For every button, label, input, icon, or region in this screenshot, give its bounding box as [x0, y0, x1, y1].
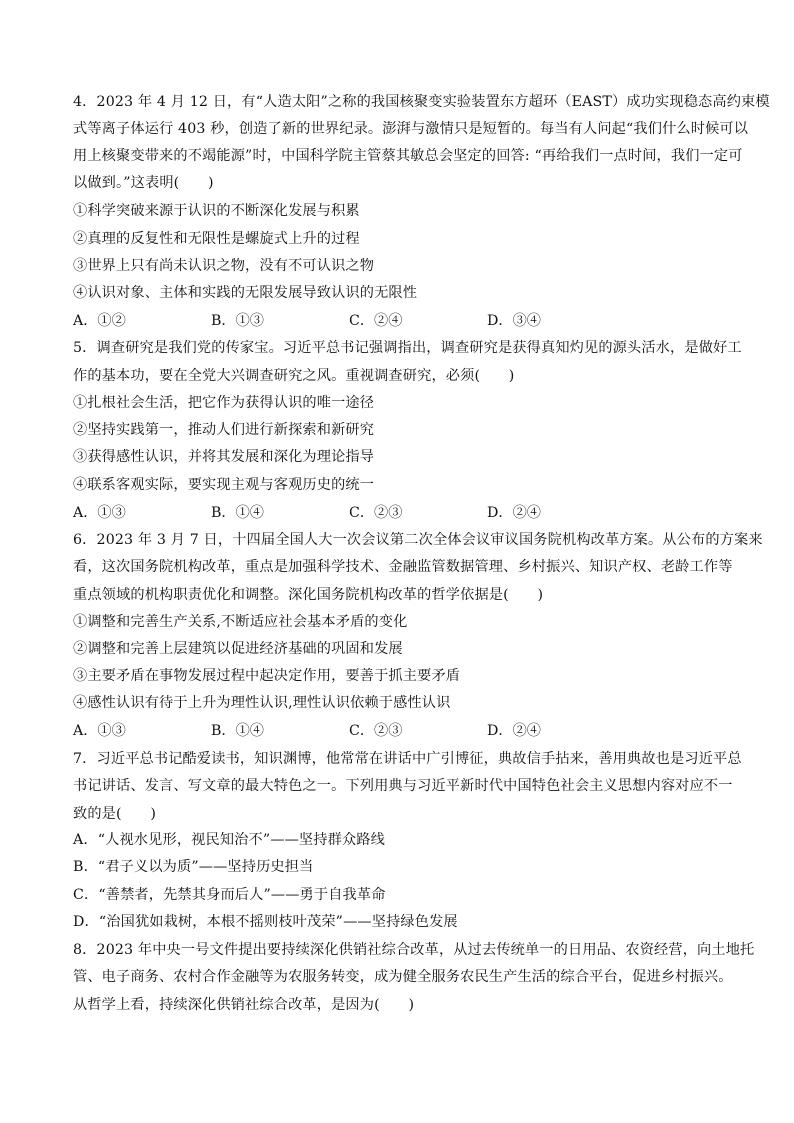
- option-b[interactable]: B．①③: [211, 313, 264, 329]
- statement: ①扎根社会生活，把它作为获得认识的唯一途径: [73, 395, 375, 411]
- option-a[interactable]: A．①③: [73, 723, 126, 739]
- statement: ④感性认识有待于上升为理性认识,理性认识依赖于感性认识: [73, 695, 451, 711]
- statement: ④联系客观实际，要实现主观与客观历史的统一: [73, 477, 375, 493]
- question-7-line-3: 致的是( ): [73, 806, 157, 822]
- option-d[interactable]: D．②④: [487, 505, 541, 521]
- question-4-line-2: 式等离子体运行 403 秒，创造了新的世界纪录。澎湃与激情只是短暂的。每当有人问起“我们什么时候可以: [73, 121, 749, 137]
- statement: ③主要矛盾在事物发展过程中起决定作用，要善于抓主要矛盾: [73, 668, 461, 684]
- choice-d[interactable]: D．“治国犹如栽树，本根不摇则枝叶茂荣”——坚持绿色发展: [73, 914, 458, 930]
- statement: ①科学突破来源于认识的不断深化发展与积累: [73, 203, 360, 219]
- question-8-line-3: 从哲学上看，持续深化供销社综合改革，是因为( ): [73, 997, 415, 1013]
- statement: ①调整和完善生产关系,不断适应社会基本矛盾的变化: [73, 614, 408, 630]
- question-6-line-2: 看，这次国务院机构改革，重点是加强科学技术、金融监管数据管理、乡村振兴、知识产权、老龄工作等: [73, 559, 733, 575]
- option-b[interactable]: B．①④: [211, 505, 264, 521]
- statement: ②调整和完善上层建筑以促进经济基础的巩固和发展: [73, 641, 403, 657]
- question-7-line-1: 7．习近平总书记酷爱读书，知识渊博，他常常在讲话中广引博征，典故信手拈来，善用典故也是习近平总: [73, 751, 742, 767]
- question-4-line-4: 以做到。”这表明( ): [73, 175, 214, 191]
- choice-c[interactable]: C．“善禁者，先禁其身而后人”——勇于自我革命: [73, 887, 386, 903]
- statement: ②真理的反复性和无限性是螺旋式上升的过程: [73, 231, 360, 247]
- answer-options: [73, 721, 723, 741]
- statement: ③获得感性认识，并将其发展和深化为理论指导: [73, 449, 375, 465]
- answer-options: [73, 311, 723, 331]
- option-d[interactable]: D．③④: [487, 313, 541, 329]
- question-7-line-2: 书记讲话、发言、写文章的最大特色之一。下列用典与习近平新时代中国特色社会主义思想内容对应不一: [73, 778, 733, 794]
- statement: ②坚持实践第一，推动人们进行新探索和新研究: [73, 422, 375, 438]
- option-b[interactable]: B．①④: [211, 723, 264, 739]
- answer-options: [73, 503, 723, 523]
- question-5-line-1: 5．调查研究是我们党的传家宝。习近平总书记强调指出，调查研究是获得真知灼见的源头活水，是做好工: [73, 340, 742, 356]
- question-5-line-2: 作的基本功，要在全党大兴调查研究之风。重视调查研究，必须( ): [73, 368, 515, 384]
- statement: ③世界上只有尚未认识之物，没有不可认识之物: [73, 258, 375, 274]
- option-d[interactable]: D．②④: [487, 723, 541, 739]
- question-4-line-1: 4．2023 年 4 月 12 日，有“人造太阳”之称的我国核聚变实验装置东方超环（EAST）成功实现稳态高约束模: [73, 94, 770, 110]
- question-6-line-3: 重点领域的机构职责优化和调整。深化国务院机构改革的哲学依据是( ): [73, 587, 544, 603]
- question-4-line-3: 用上核聚变带来的不竭能源”时，中国科学院主管蔡其敏总会坚定的回答: “再给我们一点时间，我们一定可: [73, 148, 743, 164]
- question-8-line-2: 管、电子商务、农村合作金融等为农服务转变，成为健全服务农民生产生活的综合平台，促进乡村振兴。: [73, 969, 733, 985]
- option-a[interactable]: A．①③: [73, 505, 126, 521]
- option-c[interactable]: C．②③: [349, 505, 403, 521]
- option-c[interactable]: C．②④: [349, 313, 403, 329]
- choice-b[interactable]: B．“君子义以为质”——坚持历史担当: [73, 859, 314, 875]
- question-6-line-1: 6．2023 年 3 月 7 日，十四届全国人大一次会议第二次全体会议审议国务院机构改革方案。从公布的方案来: [73, 532, 763, 548]
- question-8-line-1: 8．2023 年中央一号文件提出要持续深化供销社综合改革，从过去传统单一的日用品、农资经营，向土地托: [73, 942, 755, 958]
- statement: ④认识对象、主体和实践的无限发展导致认识的无限性: [73, 285, 418, 301]
- option-c[interactable]: C．②③: [349, 723, 403, 739]
- choice-a[interactable]: A．“人视水见形，视民知治不”——坚持群众路线: [73, 832, 385, 848]
- option-a[interactable]: A．①②: [73, 313, 126, 329]
